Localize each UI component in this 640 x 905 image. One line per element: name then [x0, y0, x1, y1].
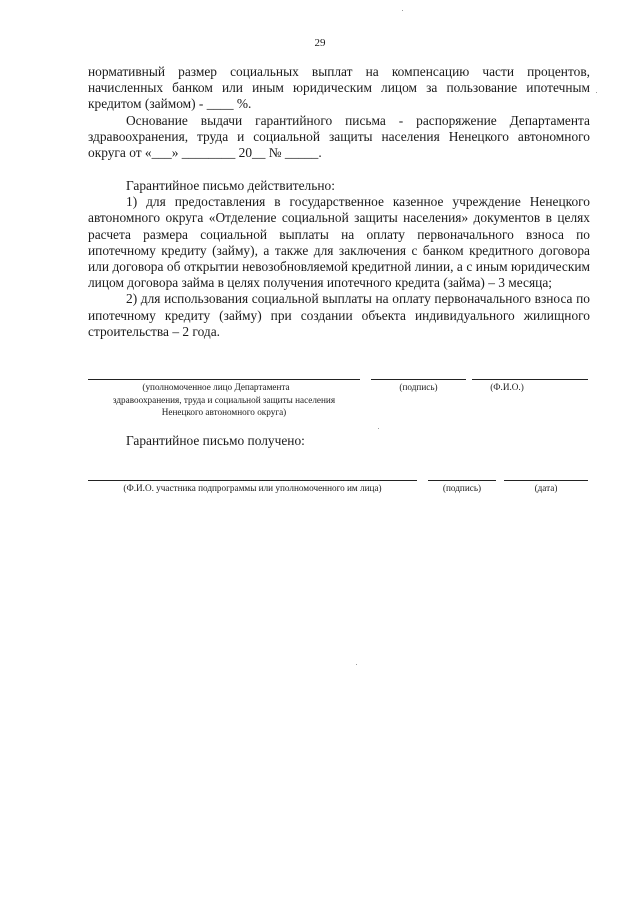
scan-speck: [596, 92, 597, 93]
scan-speck: [402, 10, 403, 11]
paragraph-basis: Основание выдачи гарантийного письма - распоряжение Департамента здравоохранения, труда и социальной защиты населения Ненецкого автономного округа от «___» ________ 20__ № _____.: [88, 113, 590, 161]
signature-line-2: [428, 480, 496, 481]
signature-caption-1: (подпись): [399, 382, 438, 392]
name-caption-1: (Ф.И.О.): [490, 382, 524, 392]
validity-item-1: 1) для предоставления в государственное казенное учреждение Ненецкого автономного округа «Отделение социальной защиты населения» документов в целях расчета размера социальной выплаты на оплату первоначального взноса по ипотечному кредиту (займу), а также для заключения с банком кредитного договора или договора об открытии невозобновляемой кредитной линии, а с иным юридическим лицом договора займа в целях получения ипотечного кредита (займа) – 3 месяца;: [88, 194, 590, 291]
name-line-1: [472, 379, 588, 380]
validity-heading: Гарантийное письмо действительно:: [126, 178, 335, 193]
paragraph-compensation-rate: нормативный размер социальных выплат на компенсацию части процентов, начисленных банком или иным юридическим лицом за пользование ипотечным кредитом (займом) - ____ %.: [88, 64, 590, 112]
participant-caption: (Ф.И.О. участника подпрограммы или уполномоченного им лица): [123, 483, 382, 493]
authorized-person-caption: (уполномоченное лицо Департамента здравоохранения, труда и социальной защиты населения Ненецкого автономного округа): [112, 382, 336, 417]
validity-item-2: 2) для использования социальной выплаты на оплату первоначального взноса по ипотечному кредиту (займу) при создании объекта индивидуального жилищного строительства – 2 года.: [88, 291, 590, 339]
signature-line-1: [371, 379, 466, 380]
page-number: 29: [314, 37, 326, 49]
date-line: [504, 480, 588, 481]
signature-caption-2: (подпись): [442, 483, 482, 493]
validity-section: [88, 178, 590, 340]
scan-speck: [378, 428, 379, 429]
date-caption: (дата): [534, 483, 558, 493]
participant-line: [88, 480, 417, 481]
authorized-person-line: [88, 379, 360, 380]
scan-speck: [356, 664, 357, 665]
received-label: Гарантийное письмо получено:: [126, 433, 305, 448]
